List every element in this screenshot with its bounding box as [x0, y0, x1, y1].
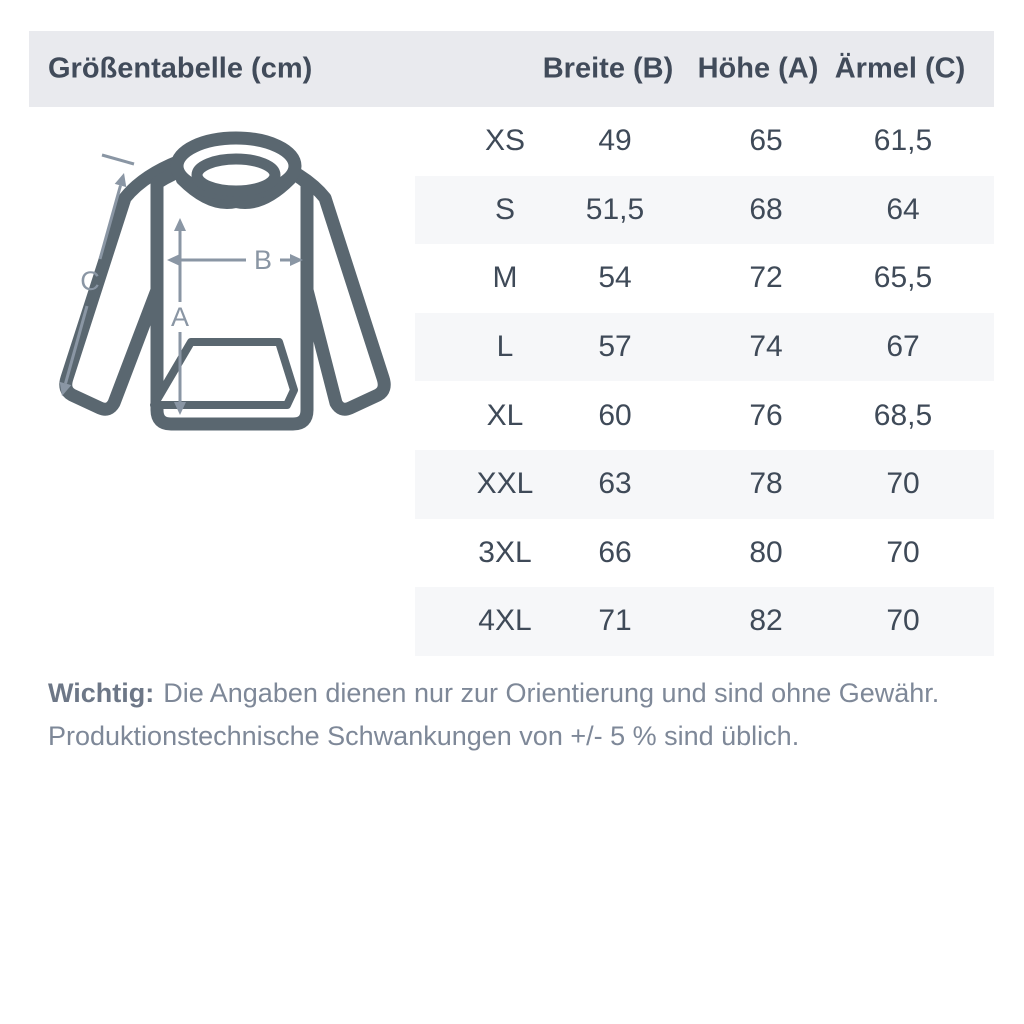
hoehe-value: 78 — [749, 467, 783, 501]
breite-value: 60 — [598, 398, 632, 432]
hoehe-value: 80 — [749, 535, 783, 569]
size-label: 4XL — [478, 604, 532, 638]
size-table — [415, 107, 994, 656]
disclaimer-line-2: Produktionstechnische Schwankungen von +/- 5 % sind üblich. — [48, 721, 800, 751]
size-label: XL — [486, 398, 524, 432]
hoehe-value: 68 — [749, 192, 783, 226]
column-header-breite: Breite (B) — [542, 52, 674, 85]
size-label: 3XL — [478, 535, 532, 569]
aermel-value: 70 — [886, 535, 920, 569]
table-row — [415, 244, 994, 313]
size-label: XXL — [476, 467, 534, 501]
aermel-value: 70 — [886, 467, 920, 501]
disclaimer-text-1: Die Angaben dienen nur zur Orientierung und sind ohne Gewähr. — [163, 678, 940, 708]
size-label: M — [492, 261, 518, 295]
breite-value: 51,5 — [585, 192, 645, 226]
table-row — [415, 176, 994, 245]
hoehe-value: 74 — [749, 330, 783, 364]
table-row — [415, 519, 994, 588]
aermel-value: 68,5 — [873, 398, 933, 432]
aermel-value: 61,5 — [873, 124, 933, 158]
breite-value: 63 — [598, 467, 632, 501]
measure-label-c: C — [80, 266, 100, 296]
aermel-value: 64 — [886, 192, 920, 226]
size-label: S — [494, 192, 516, 226]
aermel-value: 67 — [886, 330, 920, 364]
breite-value: 49 — [598, 124, 632, 158]
breite-value: 57 — [598, 330, 632, 364]
column-header-aermel: Ärmel (C) — [834, 52, 966, 85]
measure-label-b: B — [253, 245, 273, 275]
breite-value: 71 — [598, 604, 632, 638]
table-row — [415, 313, 994, 382]
breite-value: 54 — [598, 261, 632, 295]
disclaimer-bold-label: Wichtig: — [48, 678, 155, 708]
hoodie-icon — [40, 118, 410, 448]
hoehe-value: 65 — [749, 124, 783, 158]
table-row — [415, 381, 994, 450]
hoehe-value: 72 — [749, 261, 783, 295]
hoehe-value: 76 — [749, 398, 783, 432]
size-label: L — [496, 330, 514, 364]
table-row — [415, 587, 994, 656]
size-label: XS — [484, 124, 526, 158]
aermel-value: 70 — [886, 604, 920, 638]
column-header-hoehe: Höhe (A) — [697, 52, 819, 85]
table-row — [415, 450, 994, 519]
table-row — [415, 107, 994, 176]
hoodie-measurement-diagram — [40, 118, 410, 448]
breite-value: 66 — [598, 535, 632, 569]
disclaimer-line-1 — [48, 672, 978, 715]
disclaimer — [48, 672, 978, 758]
hoehe-value: 82 — [749, 604, 783, 638]
aermel-value: 65,5 — [873, 261, 933, 295]
table-header-bar — [29, 31, 994, 107]
measure-label-a: A — [170, 302, 190, 332]
page-title: Größentabelle (cm) — [48, 52, 313, 85]
